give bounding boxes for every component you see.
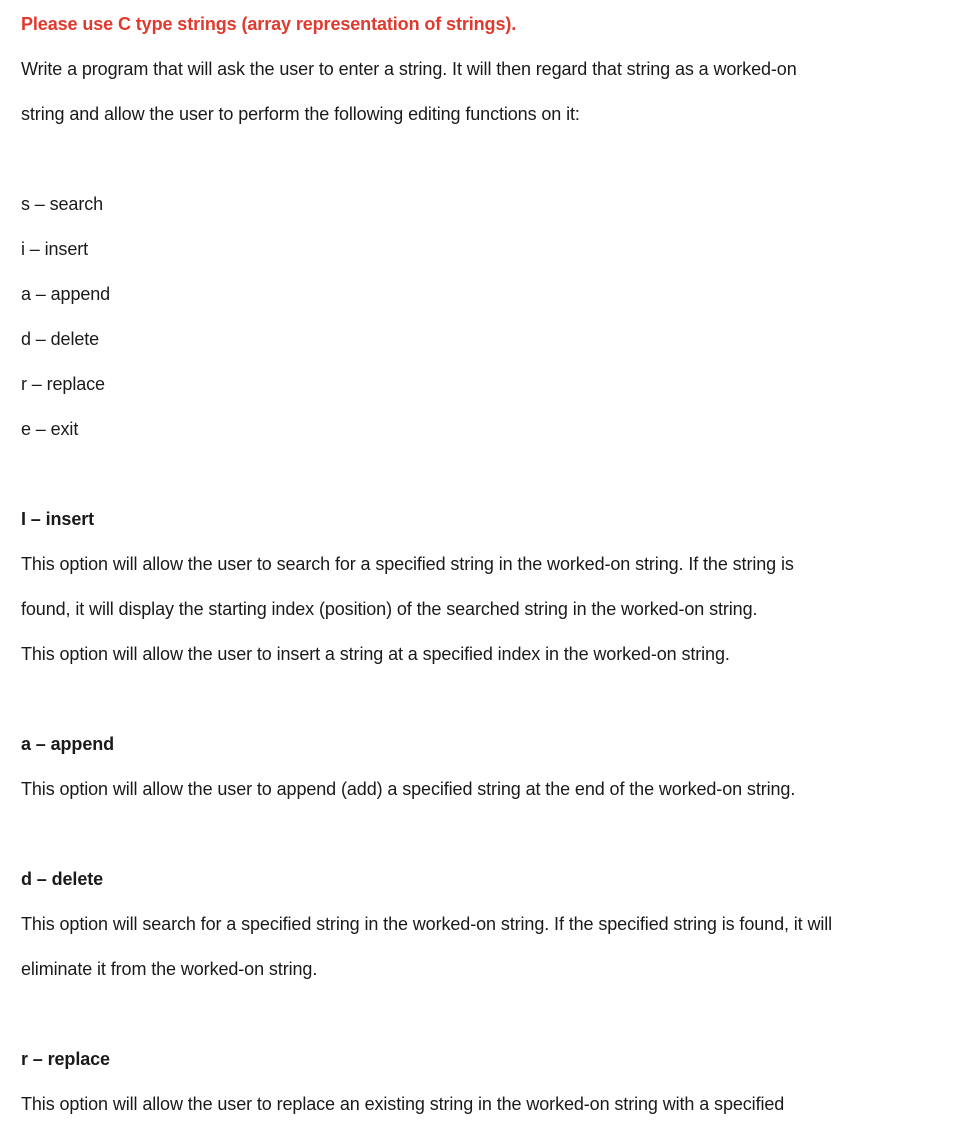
section-heading-insert: I – insert — [21, 509, 95, 529]
section-heading-append: a – append — [21, 734, 115, 754]
section-heading-replace: r – replace — [21, 1049, 110, 1069]
intro-line: Write a program that will ask the user to enter a string. It will then regard that string as a worked-on — [21, 59, 797, 79]
section-heading-delete: d – delete — [21, 869, 104, 889]
menu-item-append: a – append — [21, 284, 111, 304]
section-text-insert: This option will allow the user to insert a string at a specified index in the worked-on string. — [21, 644, 730, 664]
section-text-replace: This option will allow the user to replace an existing string in the worked-on string with a specified — [21, 1094, 785, 1114]
section-text-delete: This option will search for a specified string in the worked-on string. If the specified string is found, it will — [21, 914, 833, 934]
section-text-delete: eliminate it from the worked-on string. — [21, 959, 318, 979]
menu-item-delete: d – delete — [21, 329, 100, 349]
menu-item-exit: e – exit — [21, 419, 79, 439]
section-text-insert: This option will allow the user to search for a specified string in the worked-on string. If the string is — [21, 554, 794, 574]
menu-item-search: s – search — [21, 194, 104, 214]
section-text-insert: found, it will display the starting index (position) of the searched string in the worked-on string. — [21, 599, 758, 619]
section-text-append: This option will allow the user to append (add) a specified string at the end of the worked-on string. — [21, 779, 796, 799]
menu-item-insert: i – insert — [21, 239, 89, 259]
document-title: Please use C type strings (array representation of strings). — [21, 14, 517, 34]
menu-item-replace: r – replace — [21, 374, 105, 394]
intro-line: string and allow the user to perform the following editing functions on it: — [21, 104, 580, 124]
